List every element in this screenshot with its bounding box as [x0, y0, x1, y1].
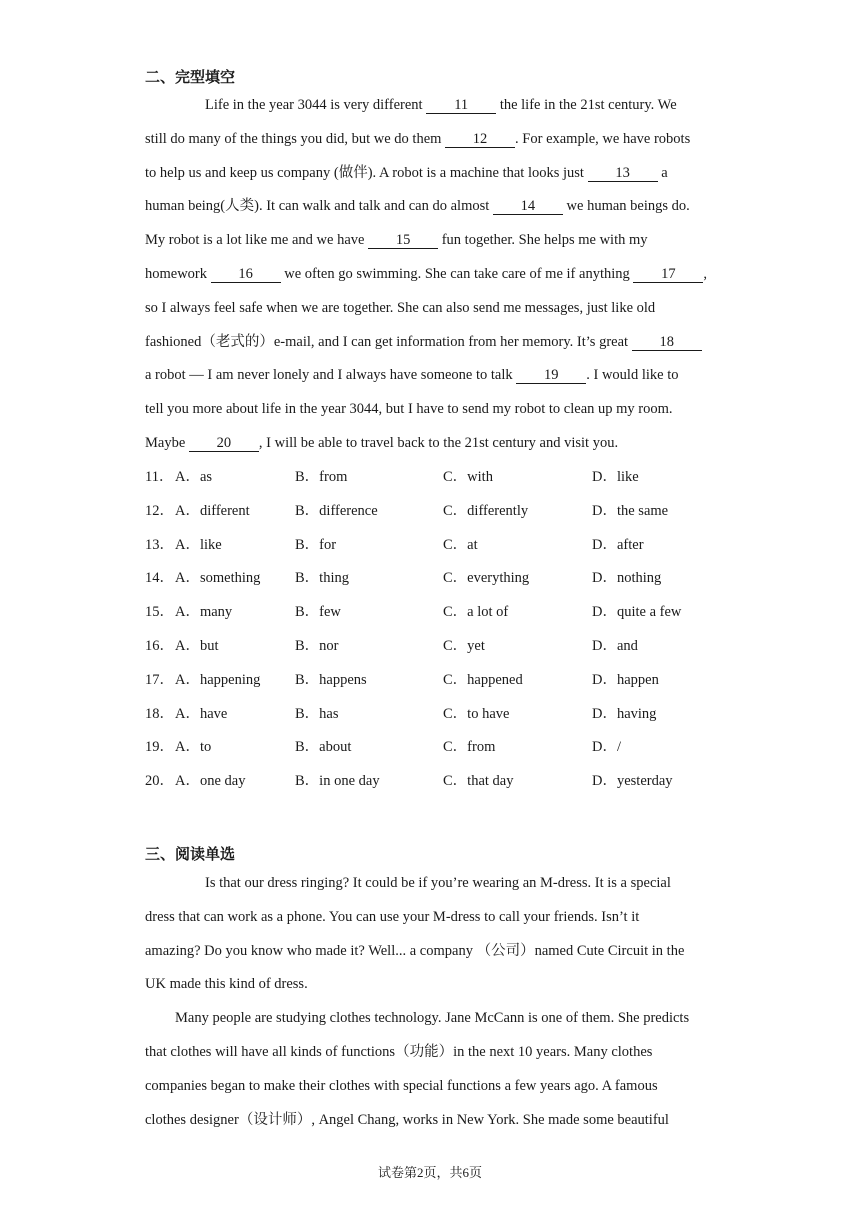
cloze-passage	[145, 95, 725, 467]
option-a: A．but	[175, 638, 219, 654]
option-d: D．quite a few	[592, 604, 682, 621]
option-a: A．one day	[175, 773, 246, 790]
option-b: B．thing	[295, 570, 349, 587]
passage-text: that clothes will have all kinds of functions（功能）in the next 10 years. Many clothes	[145, 1043, 653, 1060]
passage-text: My robot is a lot like me and we have	[145, 232, 369, 249]
passage-line	[145, 365, 725, 399]
option-c: C．that day	[443, 773, 514, 790]
passage-text: ,	[703, 265, 707, 282]
passage-line	[145, 873, 725, 907]
passage-text: we human beings do.	[562, 198, 690, 215]
question-number: 12．	[145, 502, 174, 519]
page-footer: 试卷第2页，共6页	[377, 1165, 482, 1180]
blank-11: 11	[426, 97, 496, 114]
blank-19: 19	[516, 367, 586, 384]
passage-line	[145, 332, 725, 366]
option-a: A．happening	[175, 671, 261, 688]
option-b: B．for	[295, 536, 337, 553]
passage-line	[145, 230, 725, 264]
passage-line	[145, 95, 725, 129]
blank-20: 20	[189, 435, 259, 452]
option-c: C．from	[443, 739, 496, 756]
option-b: B．few	[295, 604, 341, 621]
option-b: B．from	[295, 469, 348, 485]
reading-passage	[145, 873, 725, 1143]
passage-text: , I will be able to travel back to the 21st century and visit you.	[258, 434, 619, 451]
option-c: C．with	[443, 469, 493, 485]
option-b: B．happens	[295, 671, 367, 688]
option-c: C．to have	[443, 705, 510, 722]
passage-text: Is that our dress ringing? It could be if you’re wearing an M-dress. It is a special	[205, 875, 671, 891]
passage-text: the life in the 21st century. We	[496, 97, 677, 113]
passage-text: human being(人类). It can walk and talk and can do almost	[145, 198, 493, 215]
passage-text: a	[657, 164, 668, 181]
passage-text: fun together. She helps me with my	[438, 232, 648, 249]
option-b: B．nor	[295, 638, 339, 654]
blank-12: 12	[445, 131, 515, 148]
option-a: A．something	[175, 570, 261, 587]
question-number: 18．	[145, 705, 174, 722]
passage-text: we often go swimming. She can take care of me if anything	[280, 265, 634, 282]
option-a: A．many	[175, 604, 233, 621]
passage-text: . I would like to	[586, 367, 679, 384]
passage-line	[145, 1110, 725, 1144]
question-number: 15．	[145, 604, 174, 621]
passage-line	[145, 974, 725, 1008]
option-d: D．like	[592, 469, 639, 485]
passage-text: homework	[145, 265, 211, 282]
option-d: D．yesterday	[592, 773, 673, 790]
passage-line	[145, 907, 725, 941]
option-d: D．and	[592, 638, 638, 654]
passage-text: to help us and keep us company (做伴). A robot is a machine that looks just	[145, 164, 588, 181]
passage-line	[145, 399, 725, 433]
option-d: D．nothing	[592, 570, 662, 587]
option-c: C．at	[443, 536, 478, 553]
option-c: C．yet	[443, 638, 485, 654]
question-number: 16．	[145, 638, 174, 654]
blank-13: 13	[588, 165, 658, 182]
question-number: 11．	[145, 469, 174, 485]
option-b: B．difference	[295, 502, 378, 519]
passage-line	[145, 163, 725, 197]
passage-line	[145, 1076, 725, 1110]
blank-15: 15	[368, 232, 438, 249]
question-number: 17．	[145, 671, 174, 688]
passage-text: tell you more about life in the year 3044, but I have to send my robot to clean up my room.	[145, 401, 673, 418]
option-b: B．has	[295, 705, 339, 722]
option-a: A．have	[175, 705, 228, 722]
option-a: A．different	[175, 502, 250, 519]
passage-line	[145, 941, 725, 975]
option-b: B．in one day	[295, 773, 380, 790]
option-c: C．a lot of	[443, 604, 509, 621]
option-d: D．having	[592, 705, 657, 722]
passage-text: Maybe	[145, 434, 189, 451]
section3-title: 三、阅读单选	[145, 845, 236, 863]
option-c: C．happened	[443, 671, 523, 688]
passage-text: . For example, we have robots	[515, 130, 691, 147]
blank-17: 17	[633, 266, 703, 283]
option-d: D．/	[592, 739, 621, 756]
passage-text: UK made this kind of dress.	[145, 976, 308, 993]
question-number: 19．	[145, 739, 174, 756]
passage-line	[145, 433, 725, 467]
passage-line	[145, 196, 725, 230]
option-c: C．differently	[443, 502, 529, 519]
option-a: A．to	[175, 739, 212, 756]
option-c: C．everything	[443, 570, 530, 587]
question-number: 14．	[145, 570, 174, 587]
passage-line	[145, 1008, 725, 1042]
option-a: A．like	[175, 536, 222, 553]
passage-text: a robot — I am never lonely and I always have someone to talk	[145, 367, 517, 384]
passage-text: clothes designer（设计师）, Angel Chang, works in New York. She made some beautiful	[145, 1111, 669, 1128]
passage-text: amazing? Do you know who made it? Well... a company （公司）named Cute Circuit in the	[145, 942, 685, 959]
passage-text: Many people are studying clothes technology. Jane McCann is one of them. She predicts	[175, 1010, 690, 1027]
passage-text: so I always feel safe when we are together. She can also send me messages, just like old	[145, 299, 656, 316]
option-d: D．happen	[592, 671, 659, 688]
option-b: B．about	[295, 739, 352, 756]
passage-text: dress that can work as a phone. You can use your M-dress to call your friends. Isn’t it	[145, 908, 640, 925]
passage-line	[145, 129, 725, 163]
passage-text: Life in the year 3044 is very different	[205, 97, 427, 113]
passage-text: companies began to make their clothes with special functions a few years ago. A famous	[145, 1077, 658, 1094]
section2-title: 二、完型填空	[145, 68, 236, 86]
passage-text: fashioned（老式的）e-mail, and I can get information from her memory. It’s great	[145, 333, 632, 350]
option-d: D．the same	[592, 502, 669, 519]
blank-14: 14	[493, 198, 563, 215]
question-number: 13．	[145, 536, 174, 553]
blank-16: 16	[211, 266, 281, 283]
passage-line	[145, 1042, 725, 1076]
option-a: A．as	[175, 469, 213, 485]
question-number: 20．	[145, 773, 174, 790]
option-d: D．after	[592, 536, 644, 553]
passage-line	[145, 264, 725, 298]
blank-18: 18	[632, 334, 702, 351]
passage-text: still do many of the things you did, but we do them	[145, 130, 446, 147]
passage-line	[145, 298, 725, 332]
